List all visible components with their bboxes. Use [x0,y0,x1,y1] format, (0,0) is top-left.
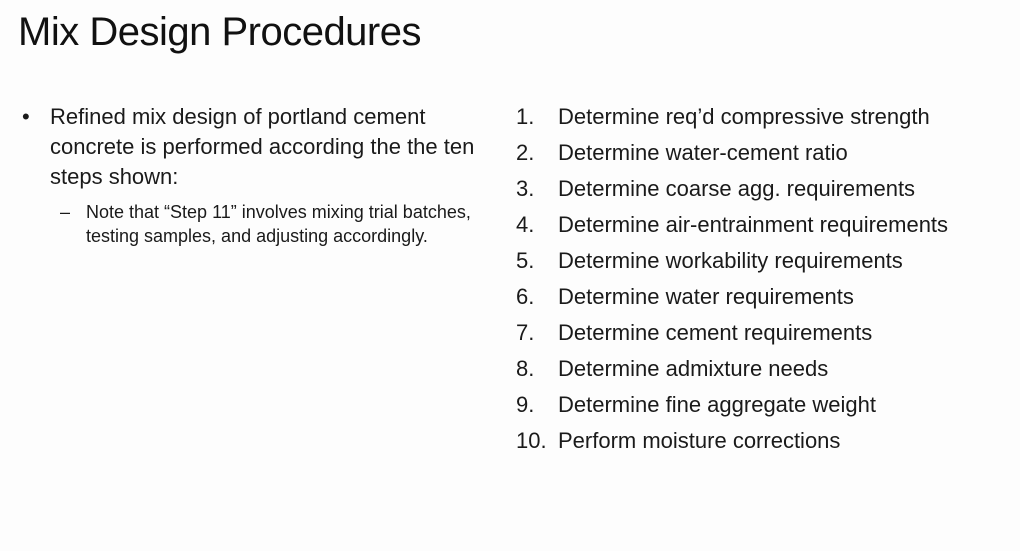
intro-column [22,102,492,248]
step-text: Perform moisture corrections [558,428,841,453]
steps-list [516,102,1006,462]
step-number: 5. [516,248,535,273]
step-item [516,102,1006,132]
step-number: 9. [516,392,535,417]
intro-bullet [22,102,492,192]
step-text: Determine fine aggregate weight [558,392,876,417]
intro-bullet-text: Refined mix design of portland cement concrete is performed according the the ten steps shown: [50,104,475,189]
step-number: 6. [516,284,535,309]
step-text: Determine cement requirements [558,320,873,345]
step-item [516,282,1006,312]
step-item [516,174,1006,204]
step-item [516,318,1006,348]
step-text: Determine air-entrainment requirements [558,212,949,237]
step-text: Determine water-cement ratio [558,140,848,165]
step-item [516,210,1006,240]
step-text: Determine req’d compressive strength [558,104,930,129]
step-number: 3. [516,176,535,201]
step-number: 4. [516,212,535,237]
step-number: 10. [516,428,547,453]
step-number: 1. [516,104,535,129]
step-number: 2. [516,140,535,165]
step-item [516,390,1006,420]
step-item [516,426,1006,456]
step-text: Determine admixture needs [558,356,829,381]
note-text: Note that “Step 11” involves mixing trial batches, testing samples, and adjusting accordingly. [86,202,471,246]
step-item [516,354,1006,384]
step-number: 8. [516,356,535,381]
step-text: Determine water requirements [558,284,854,309]
sub-bullet-marker: – [60,202,71,222]
step-number: 7. [516,320,535,345]
step-text: Determine coarse agg. requirements [558,176,916,201]
step-item [516,138,1006,168]
step-text: Determine workability requirements [558,248,903,273]
bullet-marker: • [22,104,30,129]
slide-title: Mix Design Procedures [18,10,421,54]
note-sub-bullet [60,200,492,248]
step-item [516,246,1006,276]
